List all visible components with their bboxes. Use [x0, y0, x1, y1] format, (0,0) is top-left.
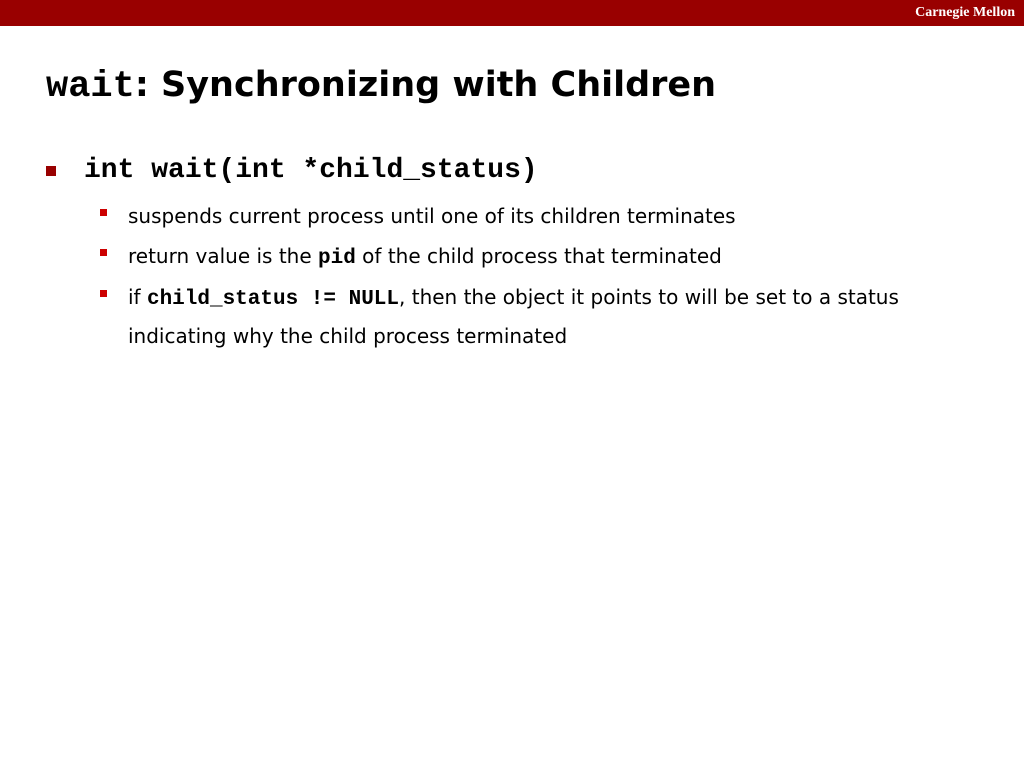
square-bullet-icon — [46, 166, 56, 176]
top-bar — [0, 0, 1024, 26]
sub-bullet — [100, 198, 950, 234]
brand-label: Carnegie Mellon — [915, 5, 1015, 20]
inline-code: child_status != NULL — [146, 288, 400, 311]
sub-bullet-text — [128, 279, 950, 354]
sub-bullet-text-after: , then the object it points to will be set to a status indicating why the child process terminated — [128, 285, 899, 348]
sub-bullet — [100, 238, 950, 277]
sub-bullet-text-after: of the child process that terminated — [355, 244, 722, 268]
sub-bullet — [100, 279, 950, 354]
sub-bullet-text — [128, 238, 950, 277]
slide-title — [46, 62, 716, 110]
title-text: : Synchronizing with Children — [134, 65, 717, 105]
main-bullet-code: int wait(int *child_status) — [84, 155, 538, 186]
sub-bullet-text-before: if — [128, 285, 147, 309]
square-bullet-icon — [100, 249, 107, 256]
square-bullet-icon — [100, 290, 107, 297]
inline-code: pid — [318, 247, 356, 270]
sub-bullet-text-before: return value is the — [128, 244, 319, 268]
sub-bullet-text: suspends current process until one of its children terminates — [128, 204, 736, 228]
title-code: wait — [46, 66, 135, 108]
square-bullet-icon — [100, 209, 107, 216]
